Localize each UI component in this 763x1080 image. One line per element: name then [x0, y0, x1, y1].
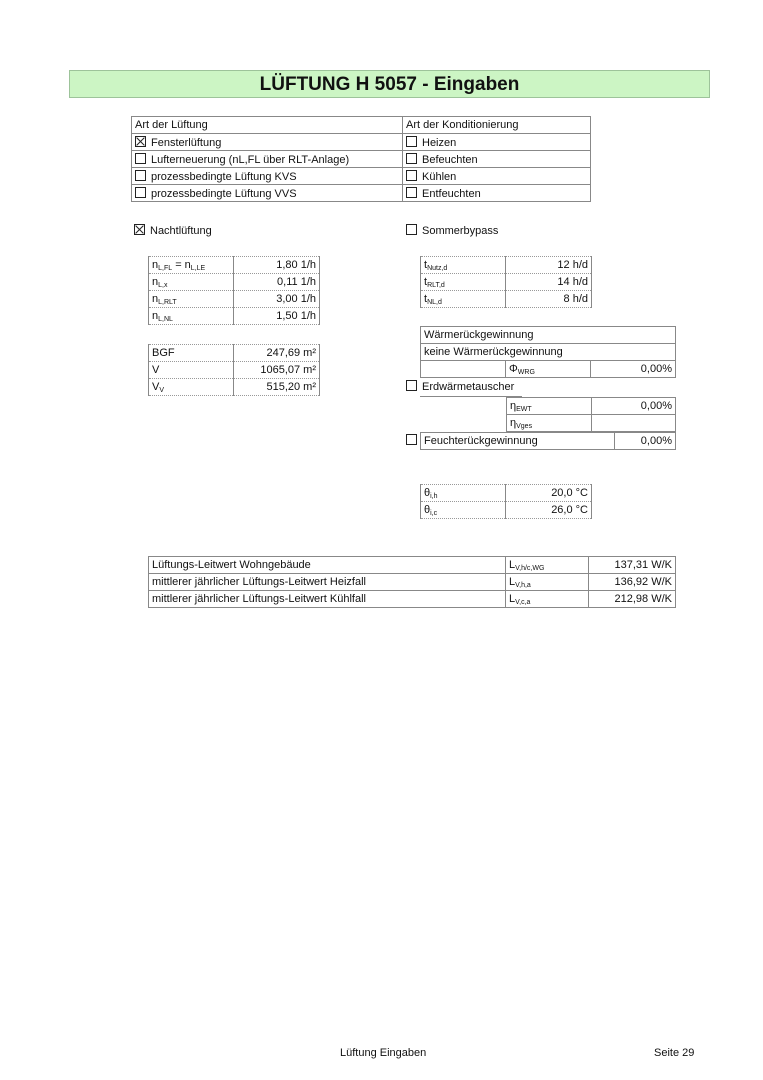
theta-table — [420, 484, 592, 519]
phi-wrg-value[interactable]: 0,00% — [591, 361, 676, 378]
table-row: mittlerer jährlicher Lüftungs-Leitwert Kühlfall $L_{V,c,a}$ 212,98 W/K — [149, 591, 676, 608]
konditionierung-option[interactable]: Befeuchten — [403, 151, 591, 168]
checkbox-icon[interactable] — [406, 434, 417, 445]
table-row: $n_{L,FL} = n_{L,LE}$ 1,80 1/h — [149, 257, 320, 274]
t-value[interactable]: 12 h/d — [506, 257, 592, 274]
theta-value[interactable]: 26,0 °C — [506, 502, 592, 519]
t-table — [420, 256, 592, 308]
feuchterueckgewinnung-label: Feuchterückgewinnung — [421, 433, 615, 450]
ewt-table: $\eta_{EWT}$ 0,00% $\eta_{Vges}$ — [506, 397, 676, 432]
t-value[interactable]: 8 h/d — [506, 291, 592, 308]
table-row: $t_{Nutz,d}$ 12 h/d — [421, 257, 592, 274]
lueftung-option[interactable]: Lufterneuerung (nL,FL über RLT-Anlage) — [132, 151, 403, 168]
checkbox-icon[interactable] — [406, 380, 417, 391]
art-table — [131, 116, 591, 202]
checkbox-icon[interactable] — [406, 136, 417, 147]
leitwert-label: mittlerer jährlicher Lüftungs-Leitwert Kühlfall — [149, 591, 506, 608]
table-row: V 1065,07 m² — [149, 362, 320, 379]
geometry-value[interactable]: 515,20 m² — [234, 379, 320, 396]
feuchterueckgewinnung-checkbox[interactable] — [406, 434, 422, 447]
leitwert-table — [148, 556, 676, 608]
table-row: $t_{RLT,d}$ 14 h/d — [421, 274, 592, 291]
eta-ewt-value[interactable]: 0,00% — [592, 398, 676, 415]
checkbox-checked-icon[interactable] — [135, 136, 146, 147]
lueftung-option[interactable]: prozessbedingte Lüftung KVS — [132, 168, 403, 185]
feuchte-value[interactable]: 0,00% — [614, 433, 675, 450]
table-row: $\theta_{i,c}$ 26,0 °C — [421, 502, 592, 519]
erdwaermetauscher-option[interactable]: Erdwärmetauscher — [406, 380, 514, 393]
feuchte-table — [420, 432, 676, 450]
table-row: $\theta_{i,h}$ 20,0 °C — [421, 485, 592, 502]
checkbox-checked-icon[interactable] — [134, 224, 145, 235]
wrg-header: Wärmerückgewinnung — [421, 327, 676, 344]
n-value[interactable]: 3,00 1/h — [234, 291, 320, 308]
table-row: BGF 247,69 m² — [149, 345, 320, 362]
theta-value[interactable]: 20,0 °C — [506, 485, 592, 502]
leitwert-label: Lüftungs-Leitwert Wohngebäude — [149, 557, 506, 574]
checkbox-icon[interactable] — [135, 170, 146, 181]
konditionierung-option[interactable]: Kühlen — [403, 168, 591, 185]
table-row: $V_V$ 515,20 m² — [149, 379, 320, 396]
n-value[interactable]: 0,11 1/h — [234, 274, 320, 291]
wrg-type-select[interactable]: keine Wärmerückgewinnung — [421, 344, 676, 361]
lueftung-option[interactable]: prozessbedingte Lüftung VVS — [132, 185, 403, 202]
geometry-table — [148, 344, 320, 396]
checkbox-icon[interactable] — [406, 224, 417, 235]
konditionierung-option[interactable]: Entfeuchten — [403, 185, 591, 202]
sommerbypass-option[interactable]: Sommerbypass — [406, 224, 498, 237]
geometry-value[interactable]: 247,69 m² — [234, 345, 320, 362]
page-title: LÜFTUNG H 5057 - Eingaben — [69, 70, 710, 98]
leitwert-label: mittlerer jährlicher Lüftungs-Leitwert Heizfall — [149, 574, 506, 591]
page-number: Seite 29 — [654, 1047, 695, 1059]
checkbox-icon[interactable] — [135, 153, 146, 164]
table-row: mittlerer jährlicher Lüftungs-Leitwert Heizfall $L_{V,h,a}$ 136,92 W/K — [149, 574, 676, 591]
checkbox-icon[interactable] — [135, 187, 146, 198]
wrg-table: Wärmerückgewinnung keine Wärmerückgewinnung $\Phi_{WRG}$ 0,00% — [420, 326, 676, 378]
leitwert-value: 137,31 W/K — [589, 557, 676, 574]
footer-title: Lüftung Eingaben — [340, 1047, 427, 1059]
table-row: $t_{NL,d}$ 8 h/d — [421, 291, 592, 308]
checkbox-icon[interactable] — [406, 153, 417, 164]
checkbox-icon[interactable] — [406, 187, 417, 198]
table-row: $n_{L,RLT}$ 3,00 1/h — [149, 291, 320, 308]
table-row: $n_{L,NL}$ 1,50 1/h — [149, 308, 320, 325]
leitwert-value: 136,92 W/K — [589, 574, 676, 591]
n-value[interactable]: 1,80 1/h — [234, 257, 320, 274]
nachtlueftung-option[interactable]: Nachtlüftung — [134, 224, 212, 237]
geometry-value[interactable]: 1065,07 m² — [234, 362, 320, 379]
table-row: Lüftungs-Leitwert Wohngebäude $L_{V,h/c,WG}$ 137,31 W/K — [149, 557, 676, 574]
leitwert-value: 212,98 W/K — [589, 591, 676, 608]
art-lueftung-header: Art der Lüftung — [132, 117, 403, 134]
table-row: $n_{L,x}$ 0,11 1/h — [149, 274, 320, 291]
konditionierung-option[interactable]: Heizen — [403, 134, 591, 151]
lueftung-option[interactable]: Fensterlüftung — [132, 134, 403, 151]
t-value[interactable]: 14 h/d — [506, 274, 592, 291]
n-value[interactable]: 1,50 1/h — [234, 308, 320, 325]
n-table — [148, 256, 320, 325]
art-konditionierung-header: Art der Konditionierung — [403, 117, 591, 134]
checkbox-icon[interactable] — [406, 170, 417, 181]
